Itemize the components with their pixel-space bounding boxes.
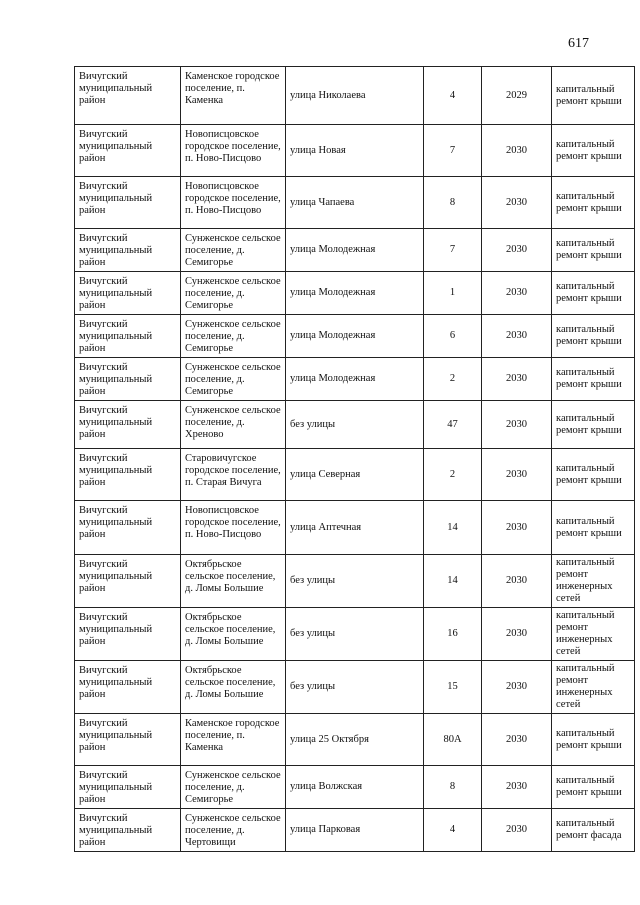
street-cell: улица Молодежная	[286, 315, 424, 358]
house-number-cell: 8	[424, 177, 482, 229]
street-cell: улица Волжская	[286, 766, 424, 809]
year-cell: 2030	[482, 714, 552, 766]
house-number-cell: 7	[424, 229, 482, 272]
district-cell: Вичугский муниципальный район	[75, 714, 181, 766]
work-type-cell: капитальный ремонт крыши	[552, 315, 635, 358]
work-type-cell: капитальный ремонт инженерных сетей	[552, 555, 635, 608]
settlement-cell: Новописцовское городское поселение, п. Ново-Писцово	[181, 177, 286, 229]
house-number-cell: 14	[424, 501, 482, 555]
district-cell: Вичугский муниципальный район	[75, 449, 181, 501]
work-type-cell: капитальный ремонт крыши	[552, 501, 635, 555]
street-cell: улица Аптечная	[286, 501, 424, 555]
street-cell: без улицы	[286, 608, 424, 661]
table-row	[75, 67, 635, 125]
table-row	[75, 766, 635, 809]
work-type-cell: капитальный ремонт инженерных сетей	[552, 608, 635, 661]
work-type-cell: капитальный ремонт крыши	[552, 67, 635, 125]
year-cell: 2030	[482, 809, 552, 852]
settlement-cell: Сунженское сельское поселение, д. Семигорье	[181, 272, 286, 315]
street-cell: улица Чапаева	[286, 177, 424, 229]
street-cell: улица 25 Октября	[286, 714, 424, 766]
street-cell: улица Молодежная	[286, 358, 424, 401]
work-type-cell: капитальный ремонт крыши	[552, 449, 635, 501]
year-cell: 2030	[482, 555, 552, 608]
settlement-cell: Новописцовское городское поселение, п. Ново-Писцово	[181, 125, 286, 177]
table-row	[75, 229, 635, 272]
district-cell: Вичугский муниципальный район	[75, 358, 181, 401]
table-row	[75, 661, 635, 714]
house-number-cell: 2	[424, 449, 482, 501]
work-type-cell: капитальный ремонт инженерных сетей	[552, 661, 635, 714]
street-cell: улица Северная	[286, 449, 424, 501]
year-cell: 2030	[482, 766, 552, 809]
house-number-cell: 4	[424, 809, 482, 852]
repair-schedule-table	[74, 66, 635, 852]
table-row	[75, 315, 635, 358]
district-cell: Вичугский муниципальный район	[75, 809, 181, 852]
street-cell: улица Молодежная	[286, 229, 424, 272]
year-cell: 2030	[482, 449, 552, 501]
table-row	[75, 608, 635, 661]
work-type-cell: капитальный ремонт крыши	[552, 766, 635, 809]
table-row	[75, 809, 635, 852]
year-cell: 2030	[482, 401, 552, 449]
year-cell: 2030	[482, 501, 552, 555]
street-cell: без улицы	[286, 555, 424, 608]
settlement-cell: Сунженское сельское поселение, д. Чертовищи	[181, 809, 286, 852]
house-number-cell: 80А	[424, 714, 482, 766]
year-cell: 2030	[482, 272, 552, 315]
house-number-cell: 1	[424, 272, 482, 315]
house-number-cell: 16	[424, 608, 482, 661]
house-number-cell: 8	[424, 766, 482, 809]
table-row	[75, 177, 635, 229]
district-cell: Вичугский муниципальный район	[75, 608, 181, 661]
work-type-cell: капитальный ремонт крыши	[552, 401, 635, 449]
table-row	[75, 125, 635, 177]
settlement-cell: Сунженское сельское поселение, д. Семигорье	[181, 229, 286, 272]
street-cell: улица Новая	[286, 125, 424, 177]
district-cell: Вичугский муниципальный район	[75, 177, 181, 229]
settlement-cell: Октябрьское сельское поселение, д. Ломы Большие	[181, 555, 286, 608]
settlement-cell: Сунженское сельское поселение, д. Семигорье	[181, 315, 286, 358]
year-cell: 2030	[482, 229, 552, 272]
street-cell: улица Молодежная	[286, 272, 424, 315]
year-cell: 2030	[482, 358, 552, 401]
table-row	[75, 555, 635, 608]
table-row	[75, 449, 635, 501]
year-cell: 2030	[482, 125, 552, 177]
district-cell: Вичугский муниципальный район	[75, 315, 181, 358]
year-cell: 2030	[482, 177, 552, 229]
work-type-cell: капитальный ремонт крыши	[552, 229, 635, 272]
table-row	[75, 358, 635, 401]
district-cell: Вичугский муниципальный район	[75, 555, 181, 608]
district-cell: Вичугский муниципальный район	[75, 501, 181, 555]
district-cell: Вичугский муниципальный район	[75, 229, 181, 272]
street-cell: улица Парковая	[286, 809, 424, 852]
settlement-cell: Каменское городское поселение, п. Каменка	[181, 714, 286, 766]
district-cell: Вичугский муниципальный район	[75, 766, 181, 809]
house-number-cell: 15	[424, 661, 482, 714]
district-cell: Вичугский муниципальный район	[75, 272, 181, 315]
year-cell: 2030	[482, 608, 552, 661]
settlement-cell: Сунженское сельское поселение, д. Семигорье	[181, 358, 286, 401]
house-number-cell: 2	[424, 358, 482, 401]
district-cell: Вичугский муниципальный район	[75, 661, 181, 714]
district-cell: Вичугский муниципальный район	[75, 125, 181, 177]
table-row	[75, 272, 635, 315]
district-cell: Вичугский муниципальный район	[75, 67, 181, 125]
house-number-cell: 4	[424, 67, 482, 125]
street-cell: улица Николаева	[286, 67, 424, 125]
work-type-cell: капитальный ремонт крыши	[552, 272, 635, 315]
table-body	[75, 67, 635, 852]
work-type-cell: капитальный ремонт крыши	[552, 714, 635, 766]
settlement-cell: Октябрьское сельское поселение, д. Ломы Большие	[181, 608, 286, 661]
house-number-cell: 6	[424, 315, 482, 358]
house-number-cell: 47	[424, 401, 482, 449]
street-cell: без улицы	[286, 401, 424, 449]
house-number-cell: 7	[424, 125, 482, 177]
table-row	[75, 714, 635, 766]
settlement-cell: Октябрьское сельское поселение, д. Ломы Большие	[181, 661, 286, 714]
settlement-cell: Сунженское сельское поселение, д. Хреново	[181, 401, 286, 449]
year-cell: 2030	[482, 661, 552, 714]
settlement-cell: Старовичугское городское поселение, п. Старая Вичуга	[181, 449, 286, 501]
page-number: 617	[568, 36, 589, 51]
table-row	[75, 401, 635, 449]
work-type-cell: капитальный ремонт крыши	[552, 358, 635, 401]
year-cell: 2030	[482, 315, 552, 358]
table-row	[75, 501, 635, 555]
settlement-cell: Каменское городское поселение, п. Каменка	[181, 67, 286, 125]
work-type-cell: капитальный ремонт фасада	[552, 809, 635, 852]
year-cell: 2029	[482, 67, 552, 125]
work-type-cell: капитальный ремонт крыши	[552, 125, 635, 177]
settlement-cell: Новописцовское городское поселение, п. Ново-Писцово	[181, 501, 286, 555]
settlement-cell: Сунженское сельское поселение, д. Семигорье	[181, 766, 286, 809]
street-cell: без улицы	[286, 661, 424, 714]
work-type-cell: капитальный ремонт крыши	[552, 177, 635, 229]
house-number-cell: 14	[424, 555, 482, 608]
district-cell: Вичугский муниципальный район	[75, 401, 181, 449]
